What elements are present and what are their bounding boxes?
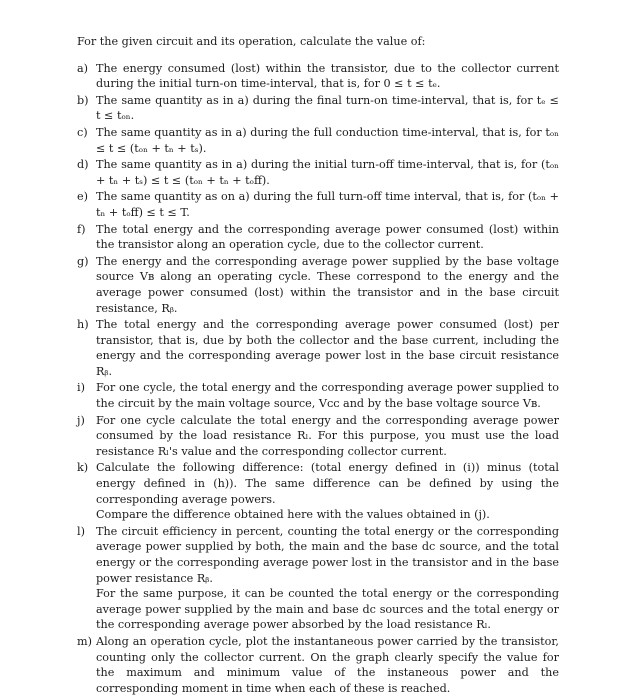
question-marker: c): [77, 125, 88, 139]
question-marker: f): [77, 222, 86, 236]
question-marker: h): [77, 318, 89, 332]
question-text: The total energy and the corresponding average power consumed (lost) per transistor, that is, due by both the collector and the base current, including the energy and the corresponding average power lost in the base circuit resistance Rᵦ.: [96, 318, 559, 378]
question-marker: l): [77, 524, 85, 538]
question-item: [77, 222, 559, 253]
question-text: The same quantity as in a) during the initial turn-off time-interval, that is, for (tₒₙ + tₙ + tₛ) ≤ t ≤ (tₒₙ + tₙ + tₒff).: [96, 158, 559, 187]
question-text: The total energy and the corresponding average power consumed (lost) within the transistor along an operation cycle, due to the collector current.: [96, 222, 559, 252]
question-text: Compare the difference obtained here with the values obtained in (j).: [96, 508, 490, 522]
question-marker: m): [77, 634, 92, 648]
question-item: [77, 524, 559, 633]
question-marker: i): [77, 381, 85, 395]
question-text: Along an operation cycle, plot the instantaneous power carried by the transistor, counting only the collector current. On the graph clearly specify the value for the maximum and minimum value of the instaneous power and the corresponding moment in time when each of these is reached.: [96, 634, 559, 695]
intro-text: For the given circuit and its operation, calculate the value of:: [77, 35, 426, 48]
question-item: [77, 634, 559, 696]
question-text: The same quantity as in a) during the full conduction time-interval, that is, for tₒₙ ≤ t ≤ (tₒₙ + tₙ + tₛ).: [96, 125, 559, 155]
question-text: Calculate the following difference: (total energy defined in (i)) minus (total energy defined in (h)). The same difference can be defined by using the corresponding average powers.: [96, 461, 559, 506]
question-item: [77, 125, 559, 156]
question-marker: j): [77, 413, 85, 427]
question-item: [77, 61, 559, 92]
question-item: [77, 157, 559, 188]
question-item: [77, 189, 559, 220]
question-item: [77, 317, 559, 379]
question-item: [77, 254, 559, 316]
question-marker: d): [77, 158, 89, 172]
question-item: [77, 413, 559, 460]
question-list: [77, 61, 559, 697]
question-item: [77, 380, 559, 411]
question-text: The energy and the corresponding average power supplied by the base voltage source Vʙ along an operating cycle. These correspond to the energy and the average power consumed (lost) within the transistor and in the base circuit resistance, Rᵦ.: [96, 254, 559, 315]
question-text: The energy consumed (lost) within the transistor, due to the collector current during the initial turn-on time-interval, that is, for 0 ≤ t ≤ tₑ.: [96, 61, 559, 91]
question-text: The circuit efficiency in percent, counting the total energy or the corresponding average power supplied by both, the main and the base dc source, and the total energy or the corresponding average power lost in the transistor and in the base power resistance Rᵦ.: [96, 524, 559, 585]
question-text: For one cycle, the total energy and the corresponding average power supplied to the circuit by the main voltage source, Vᴄᴄ and by the base voltage source Vʙ.: [96, 381, 559, 411]
question-item: [77, 93, 559, 124]
question-text: For the same purpose, it can be counted the total energy or the corresponding average power supplied by the main and base dc sources and the total energy or the corresponding average power absorbed by the load resistance Rₗ.: [96, 587, 559, 632]
question-marker: a): [77, 61, 89, 75]
question-item: [77, 460, 559, 522]
question-marker: b): [77, 93, 89, 107]
question-text: For one cycle calculate the total energy and the corresponding average power consumed by the load resistance Rₗ. For this purpose, you must use the load resistance Rₗ's value and the corresponding collector current.: [96, 413, 559, 458]
question-marker: k): [77, 461, 89, 475]
question-marker: g): [77, 254, 89, 268]
question-text: The same quantity as in a) during the final turn-on time-interval, that is, for tₑ ≤ t ≤ tₒₙ.: [96, 93, 559, 123]
question-marker: e): [77, 190, 88, 204]
question-text: The same quantity as on a) during the full turn-off time interval, that is, for (tₒₙ + tₙ + tₒff) ≤ t ≤ T.: [96, 190, 559, 219]
